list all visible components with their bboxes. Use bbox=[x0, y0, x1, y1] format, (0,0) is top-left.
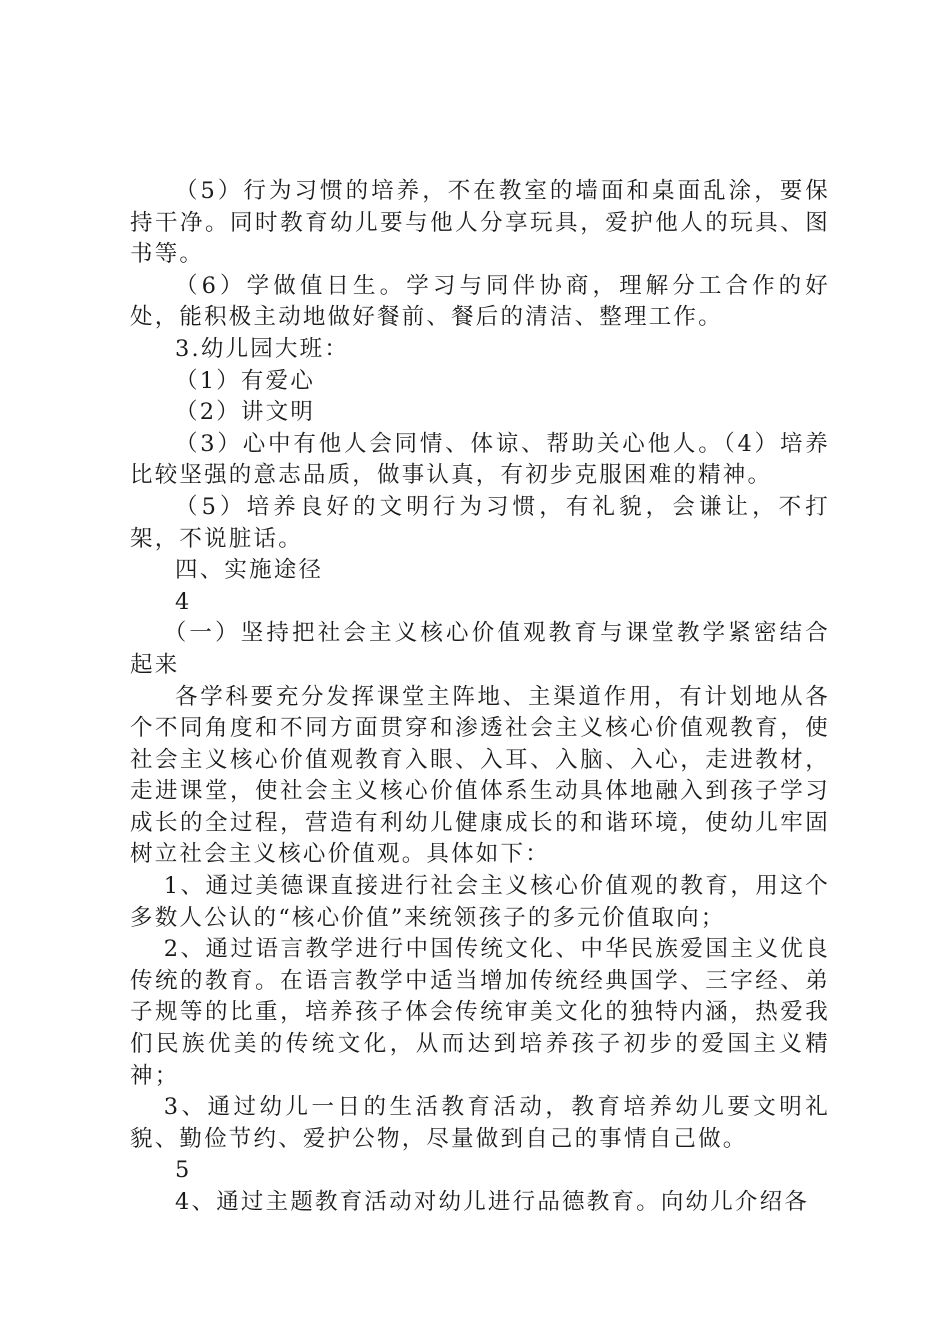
paragraph-senior-class-heading: 3.幼儿园大班： bbox=[175, 335, 350, 362]
section-heading-implementation: 四、实施途径 bbox=[175, 557, 324, 584]
paragraph-love: （1）有爱心 bbox=[175, 367, 316, 394]
page-number-5: 5 bbox=[175, 1157, 192, 1184]
subsection-heading-classroom: （一）坚持把社会主义核心价值观教育与课堂教学紧密结合起来 bbox=[130, 620, 830, 678]
list-item-3: 3、通过幼儿一日的生活教育活动，教育培养幼儿要文明礼貌、勤俭节约、爱护公物，尽量做到自己的事情自己做。 bbox=[130, 1094, 830, 1152]
paragraph-empathy: （3）心中有他人会同情、体谅、帮助关心他人。（4）培养比较坚强的意志品质，做事认真，有初步克服困难的精神。 bbox=[130, 430, 830, 489]
paragraph-duty-student: （6）学做值日生。学习与同伴协商，理解分工合作的好处，能积极主动地做好餐前、餐后的清洁、整理工作。 bbox=[130, 272, 830, 331]
list-item-2: 2、通过语言教学进行中国传统文化、中华民族爱国主义优良传统的教育。在语言教学中适当增加传统经典国学、三字经、弟子规等的比重，培养孩子体会传统审美文化的独特内涵，热爱我们民族优美的传统文化，从而达到培养孩子初步的爱国主义精神； bbox=[130, 936, 830, 1089]
paragraph-manners: （5）培养良好的文明行为习惯，有礼貌，会谦让，不打架，不说脏话。 bbox=[130, 493, 830, 552]
list-item-4: 4、通过主题教育活动对幼儿进行品德教育。向幼儿介绍各 bbox=[175, 1189, 810, 1215]
list-item-1: 1、通过美德课直接进行社会主义核心价值观的教育，用这个多数人公认的“核心价值”来统领孩子的多元价值取向； bbox=[130, 873, 830, 931]
document-body bbox=[130, 176, 830, 1219]
paragraph-behavior-habits: （5）行为习惯的培养，不在教室的墙面和桌面乱涂，要保持干净。同时教育幼儿要与他人分享玩具，爱护他人的玩具、图书等。 bbox=[130, 178, 830, 268]
paragraph-subjects: 各学科要充分发挥课堂主阵地、主渠道作用，有计划地从各个不同角度和不同方面贯穿和渗透社会主义核心价值观教育，使社会主义核心价值观教育入眼、入耳、入脑、入心，走进教材，走进课堂，使社会主义核心价值体系生动具体地融入到孩子学习成长的全过程，营造有利幼儿健康成长的和谐环境，使幼儿牢固树立社会主义核心价值观。具体如下： bbox=[130, 683, 830, 868]
page-number-4: 4 bbox=[175, 588, 192, 615]
paragraph-civility: （2）讲文明 bbox=[175, 399, 316, 426]
